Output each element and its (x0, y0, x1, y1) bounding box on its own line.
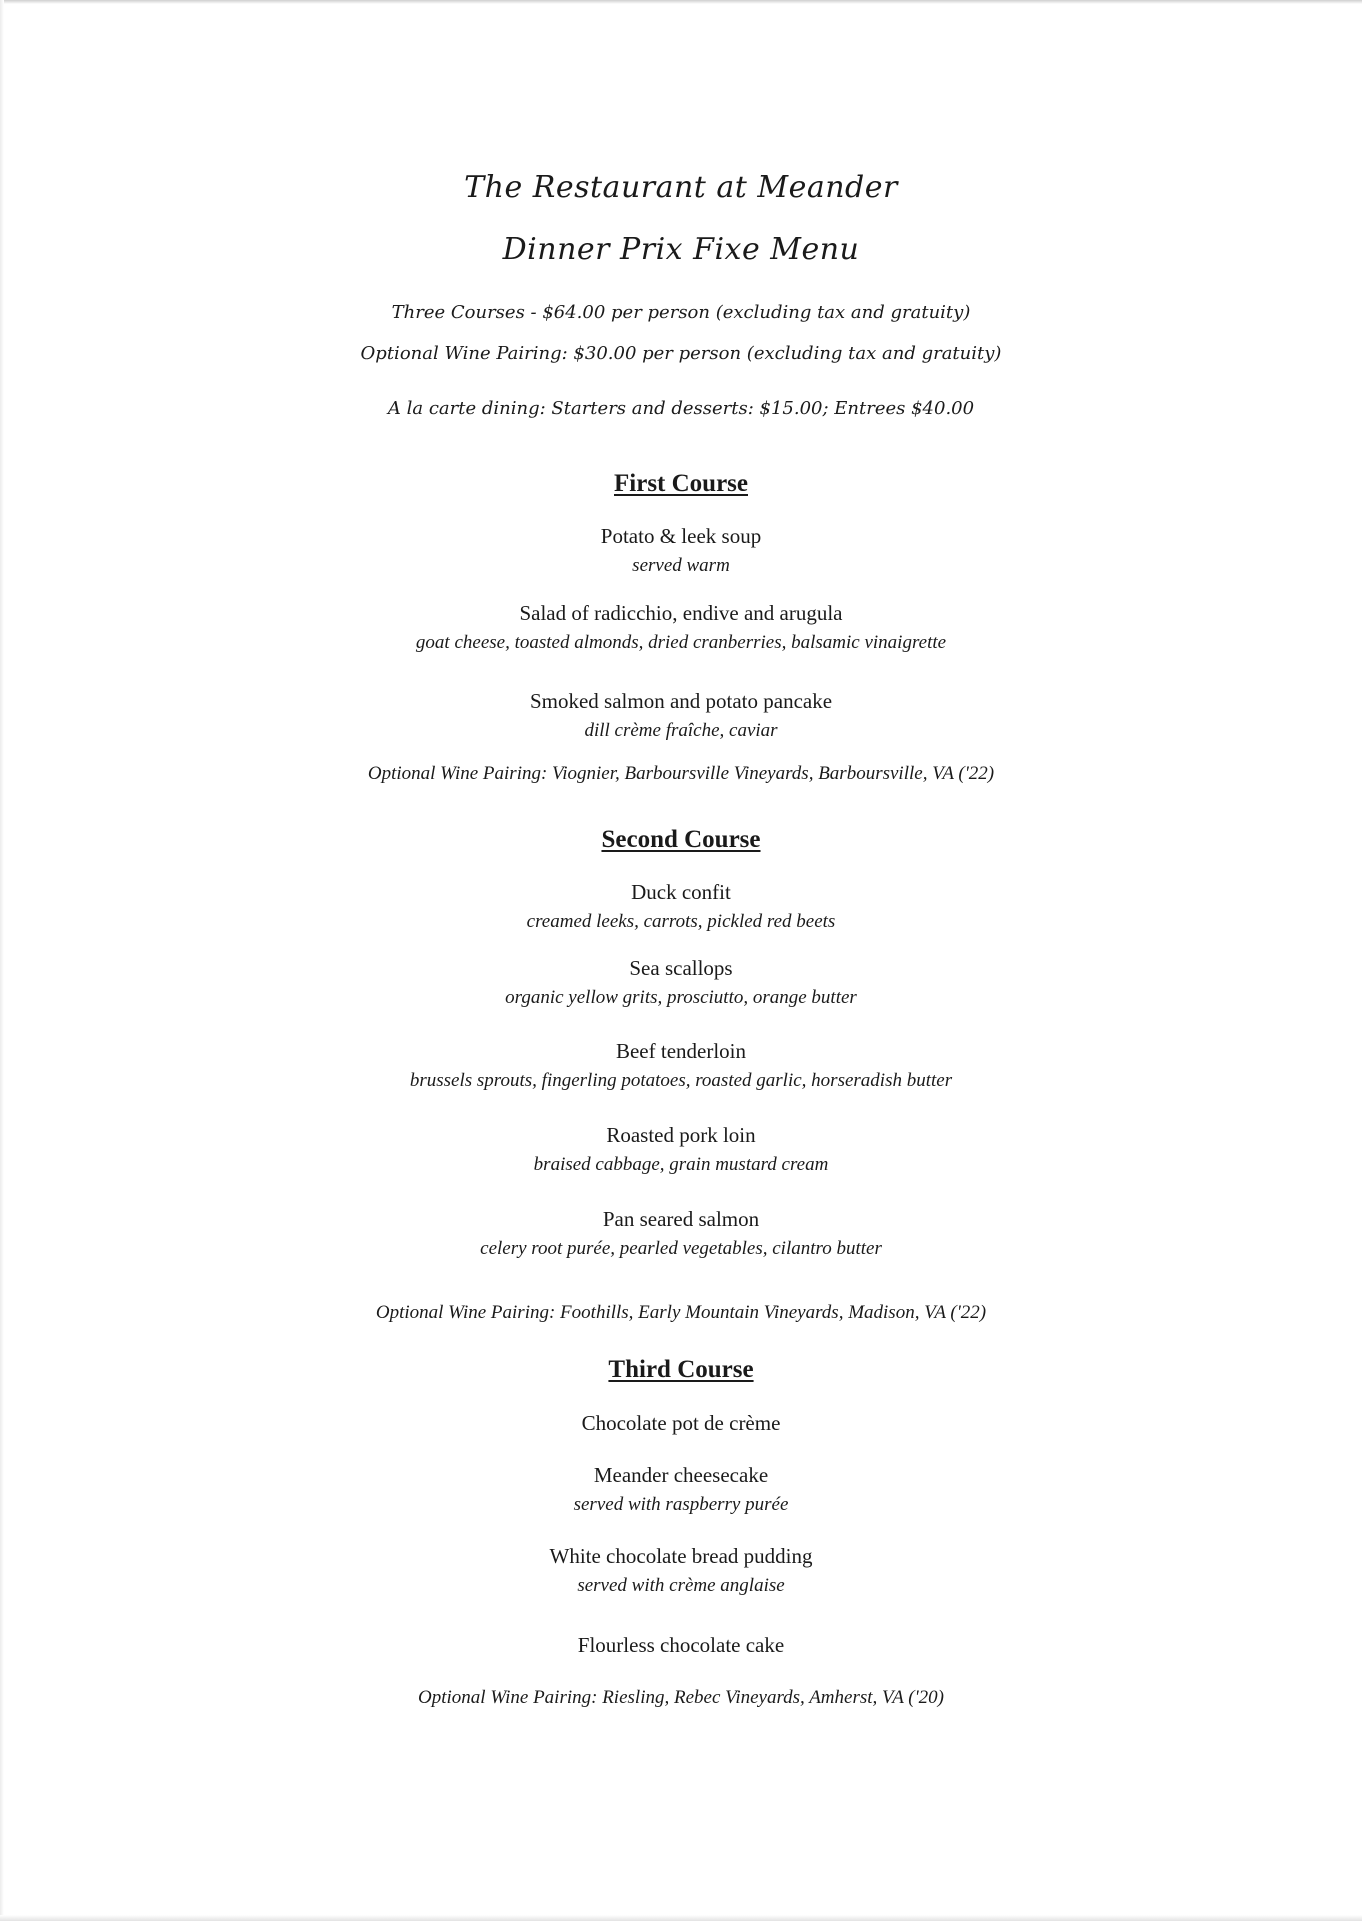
price-a-la-carte: A la carte dining: Starters and desserts: $15.00; Entrees $40.00 (387, 398, 975, 419)
scan-edge-bottom (0, 1915, 1362, 1921)
wine-pairing: Optional Wine Pairing: Foothills, Early Mountain Vineyards, Madison, VA ('22) (375, 1302, 987, 1323)
dish-description: creamed leeks, carrots, pickled red beets (526, 911, 836, 932)
dish-name: White chocolate bread pudding (549, 1544, 813, 1568)
dish-name: Salad of radicchio, endive and arugula (519, 601, 843, 625)
wine-pairing: Optional Wine Pairing: Viognier, Barboursville Vineyards, Barboursville, VA ('22) (367, 763, 995, 784)
menu-item (0, 686, 1362, 746)
menu-item (0, 1541, 1362, 1601)
dish-description: celery root purée, pearled vegetables, cilantro butter (480, 1238, 882, 1259)
menu-item (0, 1036, 1362, 1096)
dish-name: Roasted pork loin (606, 1123, 756, 1147)
dish-description: organic yellow grits, prosciutto, orange butter (505, 987, 857, 1008)
restaurant-title: The Restaurant at Meander (464, 170, 898, 205)
dish-name: Flourless chocolate cake (577, 1633, 785, 1657)
dish-description: goat cheese, toasted almonds, dried cranberries, balsamic vinaigrette (415, 632, 947, 653)
third-course-heading: Third Course (608, 1356, 754, 1383)
dish-name: Potato & leek soup (600, 524, 762, 548)
scan-edge-top (0, 0, 1362, 4)
price-wine-pairing: Optional Wine Pairing: $30.00 per person (excluding tax and gratuity) (360, 343, 1002, 364)
menu-item (0, 521, 1362, 581)
dish-description: served with raspberry purée (573, 1494, 789, 1515)
menu-item (0, 1408, 1362, 1438)
dish-name: Smoked salmon and potato pancake (529, 689, 833, 713)
dish-name: Beef tenderloin (615, 1039, 747, 1063)
dish-description: served warm (632, 555, 730, 576)
dish-name: Meander cheesecake (593, 1463, 769, 1487)
dish-description: brussels sprouts, fingerling potatoes, roasted garlic, horseradish butter (409, 1070, 953, 1091)
menu-item (0, 1120, 1362, 1180)
menu-item (0, 1630, 1362, 1660)
wine-pairing: Optional Wine Pairing: Riesling, Rebec Vineyards, Amherst, VA ('20) (418, 1687, 944, 1708)
menu-item (0, 1460, 1362, 1520)
menu-item (0, 877, 1362, 937)
dish-name: Chocolate pot de crème (581, 1411, 781, 1435)
dish-description: served with crème anglaise (577, 1575, 785, 1596)
menu-item (0, 953, 1362, 1013)
dish-description: dill crème fraîche, caviar (584, 720, 778, 741)
dish-name: Duck confit (631, 880, 731, 904)
price-three-courses: Three Courses - $64.00 per person (excluding tax and gratuity) (391, 302, 971, 323)
dish-name: Pan seared salmon (602, 1207, 760, 1231)
menu-item (0, 598, 1362, 658)
second-course-heading: Second Course (601, 826, 761, 853)
menu-item (0, 1204, 1362, 1264)
dish-name: Sea scallops (629, 956, 733, 980)
first-course-heading: First Course (614, 470, 748, 497)
menu-subtitle: Dinner Prix Fixe Menu (502, 232, 860, 267)
dish-description: braised cabbage, grain mustard cream (533, 1154, 829, 1175)
